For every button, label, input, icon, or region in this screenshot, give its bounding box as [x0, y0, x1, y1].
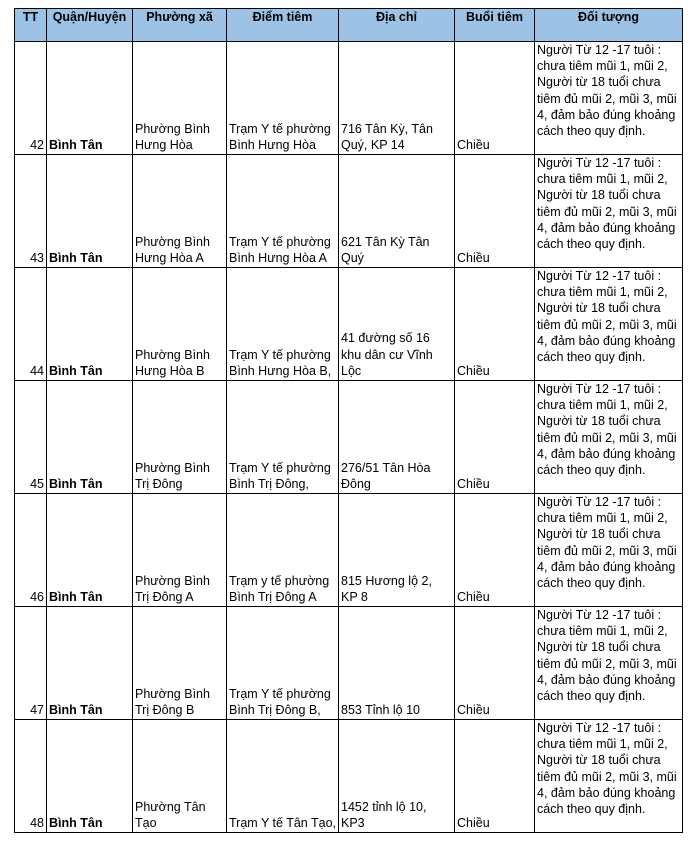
- cell-address: 276/51 Tân Hòa Đông: [339, 381, 455, 494]
- cell-vaccination-site: Trạm Y tế phường Bình Trị Đông B,: [227, 607, 339, 720]
- cell-vaccination-site: Trạm Y tế phường Bình Hưng Hòa B,: [227, 268, 339, 381]
- cell-district: Bình Tân: [47, 494, 133, 607]
- cell-vaccination-site: Trạm Y tế phường Bình Trị Đông,: [227, 381, 339, 494]
- cell-target-group: Người Từ 12 -17 tuôi : chưa tiêm mũi 1, mũi 2, Người từ 18 tuổi chưa tiêm đủ mũi 2, mũi 3, mũi 4, đảm bảo đúng khoảng cách theo quy định.: [535, 268, 683, 381]
- cell-vaccination-site: Trạm Y tế Tân Tạo,: [227, 720, 339, 833]
- header-vaccination-site: Điểm tiêm: [227, 9, 339, 42]
- header-target-group: Đối tượng: [535, 9, 683, 42]
- cell-tt: 45: [15, 381, 47, 494]
- table-row: [15, 607, 683, 720]
- table-row: [15, 720, 683, 833]
- table-row: [15, 155, 683, 268]
- table-row: [15, 42, 683, 155]
- table-row: [15, 381, 683, 494]
- cell-address: 853 Tỉnh lộ 10: [339, 607, 455, 720]
- header-tt: TT: [15, 9, 47, 42]
- cell-vaccination-site: Trạm Y tế phường Bình Hưng Hòa A: [227, 155, 339, 268]
- header-district: Quận/Huyện: [47, 9, 133, 42]
- cell-session: Chiều: [455, 381, 535, 494]
- cell-tt: 47: [15, 607, 47, 720]
- cell-target-group: Người Từ 12 -17 tuôi : chưa tiêm mũi 1, mũi 2, Người từ 18 tuổi chưa tiêm đủ mũi 2, mũi 3, mũi 4, đảm bảo đúng khoảng cách theo quy định.: [535, 494, 683, 607]
- header-ward: Phường xã: [133, 9, 227, 42]
- cell-session: Chiều: [455, 268, 535, 381]
- cell-address: 716 Tân Kỳ, Tân Quý, KP 14: [339, 42, 455, 155]
- cell-target-group: Người Từ 12 -17 tuôi : chưa tiêm mũi 1, mũi 2, Người từ 18 tuổi chưa tiêm đủ mũi 2, mũi 3, mũi 4, đảm bảo đúng khoảng cách theo quy định.: [535, 381, 683, 494]
- cell-tt: 43: [15, 155, 47, 268]
- cell-address: 621 Tân Kỳ Tân Quý: [339, 155, 455, 268]
- cell-session: Chiều: [455, 494, 535, 607]
- cell-session: Chiều: [455, 42, 535, 155]
- cell-tt: 46: [15, 494, 47, 607]
- cell-target-group: Người Từ 12 -17 tuôi : chưa tiêm mũi 1, mũi 2, Người từ 18 tuổi chưa tiêm đủ mũi 2, mũi 3, mũi 4, đảm bảo đúng khoảng cách theo quy định.: [535, 42, 683, 155]
- header-row: [15, 9, 683, 42]
- cell-district: Bình Tân: [47, 155, 133, 268]
- cell-target-group: Người Từ 12 -17 tuôi : chưa tiêm mũi 1, mũi 2, Người từ 18 tuổi chưa tiêm đủ mũi 2, mũi 3, mũi 4, đảm bảo đúng khoảng cách theo quy định.: [535, 155, 683, 268]
- vaccination-schedule-table: [14, 8, 683, 833]
- header-session: Buổi tiêm: [455, 9, 535, 42]
- table-row: [15, 494, 683, 607]
- table-row: [15, 268, 683, 381]
- cell-vaccination-site: Trạm Y tế phường Bình Hưng Hòa: [227, 42, 339, 155]
- cell-district: Bình Tân: [47, 42, 133, 155]
- cell-address: 1452 tỉnh lộ 10, KP3: [339, 720, 455, 833]
- cell-district: Bình Tân: [47, 607, 133, 720]
- cell-tt: 48: [15, 720, 47, 833]
- cell-address: 41 đường số 16 khu dân cư Vĩnh Lộc: [339, 268, 455, 381]
- cell-district: Bình Tân: [47, 720, 133, 833]
- cell-ward: Phường Bình Trị Đông: [133, 381, 227, 494]
- cell-session: Chiều: [455, 607, 535, 720]
- cell-ward: Phường Bình Trị Đông A: [133, 494, 227, 607]
- cell-ward: Phường Bình Hưng Hòa B: [133, 268, 227, 381]
- cell-ward: Phường Bình Hưng Hòa: [133, 42, 227, 155]
- cell-target-group: Người Từ 12 -17 tuôi : chưa tiêm mũi 1, mũi 2, Người từ 18 tuổi chưa tiêm đủ mũi 2, mũi 3, mũi 4, đảm bảo đúng khoảng cách theo quy định.: [535, 607, 683, 720]
- cell-district: Bình Tân: [47, 381, 133, 494]
- cell-ward: Phường Bình Trị Đông B: [133, 607, 227, 720]
- cell-target-group: Người Từ 12 -17 tuôi : chưa tiêm mũi 1, mũi 2, Người từ 18 tuổi chưa tiêm đủ mũi 2, mũi 3, mũi 4, đảm bảo đúng khoảng cách theo quy định.: [535, 720, 683, 833]
- header-address: Địa chỉ: [339, 9, 455, 42]
- cell-tt: 42: [15, 42, 47, 155]
- cell-ward: Phường Tân Tạo: [133, 720, 227, 833]
- cell-address: 815 Hương lộ 2, KP 8: [339, 494, 455, 607]
- cell-tt: 44: [15, 268, 47, 381]
- cell-vaccination-site: Trạm y tế phường Bình Trị Đông A: [227, 494, 339, 607]
- cell-session: Chiều: [455, 720, 535, 833]
- cell-session: Chiều: [455, 155, 535, 268]
- cell-ward: Phường Bình Hưng Hòa A: [133, 155, 227, 268]
- cell-district: Bình Tân: [47, 268, 133, 381]
